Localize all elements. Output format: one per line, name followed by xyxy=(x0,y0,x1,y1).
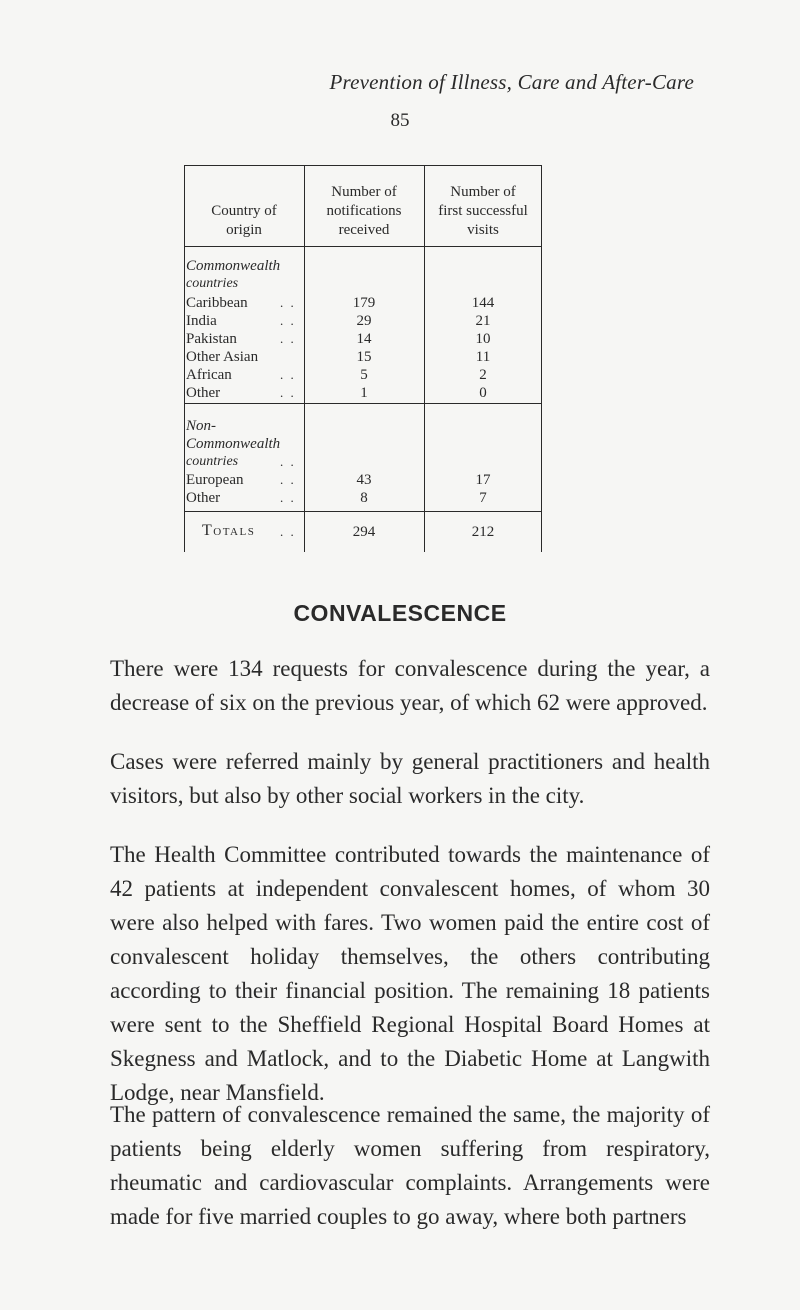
row-notifications: 14 xyxy=(356,331,372,347)
row-visits: 11 xyxy=(475,349,491,365)
paragraph-1: There were 134 requests for convalescence during the year, a decrease of six on the previous year, of which 62 were approved. xyxy=(110,656,710,715)
row-dots: . . xyxy=(280,490,296,505)
header-notifications xyxy=(304,183,424,240)
row-dots: . . xyxy=(280,295,296,310)
origin-table xyxy=(184,165,542,552)
row-label: India xyxy=(186,313,217,329)
header-rule xyxy=(184,246,542,247)
row-visits: 7 xyxy=(479,490,487,506)
header-visits xyxy=(424,183,542,240)
row-label: Other Asian xyxy=(186,349,259,365)
header-visits-line-1: Number of xyxy=(450,184,516,200)
totals-rule xyxy=(184,511,542,512)
row-dots: . . xyxy=(280,331,296,346)
row-notifications: 8 xyxy=(360,490,368,506)
header-country xyxy=(184,202,304,240)
commonwealth-heading-2: countries xyxy=(186,276,239,291)
row-visits: 21 xyxy=(475,313,491,329)
row-label: Caribbean xyxy=(186,295,248,311)
row-visits: 2 xyxy=(479,367,487,383)
page-number: 85 xyxy=(390,110,410,131)
header-country-line-1: Country of xyxy=(211,203,277,219)
row-visits: 10 xyxy=(475,331,491,347)
heading-dots: . . xyxy=(280,454,296,469)
row-dots: . . xyxy=(280,472,296,487)
section-title: CONVALESCENCE xyxy=(293,600,507,626)
row-dots: . . xyxy=(280,313,296,328)
paragraph-4: The pattern of convalescence remained the same, the majority of patients being elderly women suffering from respiratory, rheumatic and cardiovascular complaints. Arrangements were made for five married couples to go away, where both partners xyxy=(110,1102,710,1229)
table-top-rule xyxy=(184,165,542,166)
non-commonwealth-heading-1: Non- xyxy=(186,418,216,434)
commonwealth-heading-1: Commonwealth xyxy=(186,258,281,274)
row-label: Pakistan xyxy=(186,331,237,347)
commonwealth-rule xyxy=(184,403,542,404)
row-visits: 144 xyxy=(471,295,495,311)
row-visits: 17 xyxy=(475,472,491,488)
header-notifications-line-3: received xyxy=(338,222,390,238)
row-notifications: 5 xyxy=(360,367,368,383)
header-visits-line-3: visits xyxy=(467,222,499,238)
totals-dots: . . xyxy=(280,524,296,539)
header-country-line-2: origin xyxy=(226,222,262,238)
non-commonwealth-heading-2: Commonwealth xyxy=(186,436,281,452)
row-notifications: 43 xyxy=(356,472,372,488)
non-commonwealth-heading-3: countries xyxy=(186,454,239,469)
header-notifications-line-2: notifications xyxy=(326,203,402,219)
row-visits: 0 xyxy=(479,385,487,401)
row-label: European xyxy=(186,472,244,488)
totals-label: Totals xyxy=(202,522,256,539)
running-head: Prevention of Illness, Care and After-Care xyxy=(329,70,694,94)
row-dots: . . xyxy=(280,367,296,382)
row-label: African xyxy=(186,367,232,383)
header-notifications-line-1: Number of xyxy=(331,184,397,200)
row-label: Other xyxy=(186,385,221,401)
row-label: Other xyxy=(186,490,221,506)
header-visits-line-2: first successful xyxy=(438,203,528,219)
totals-notifications: 294 xyxy=(352,524,376,540)
totals-visits: 212 xyxy=(471,524,495,540)
paragraph-2: Cases were referred mainly by general practitioners and health visitors, but also by other social workers in the city. xyxy=(110,749,710,808)
paragraph-3: The Health Committee contributed towards the maintenance of 42 patients at independent convalescent homes, of whom 30 were also helped with fares. Two women paid the entire cost of convalescent holiday themselves, the others contributing according to their financial position. The remaining 18 patients were sent to the Sheffield Regional Hospital Board Homes at Skegness and Matlock, and to the Diabetic Home at Langwith Lodge, near Mansfield. xyxy=(110,842,710,1105)
row-dots: . . xyxy=(280,385,296,400)
row-notifications: 29 xyxy=(356,313,372,329)
row-notifications: 1 xyxy=(360,385,368,401)
row-notifications: 179 xyxy=(352,295,376,311)
row-notifications: 15 xyxy=(356,349,372,365)
